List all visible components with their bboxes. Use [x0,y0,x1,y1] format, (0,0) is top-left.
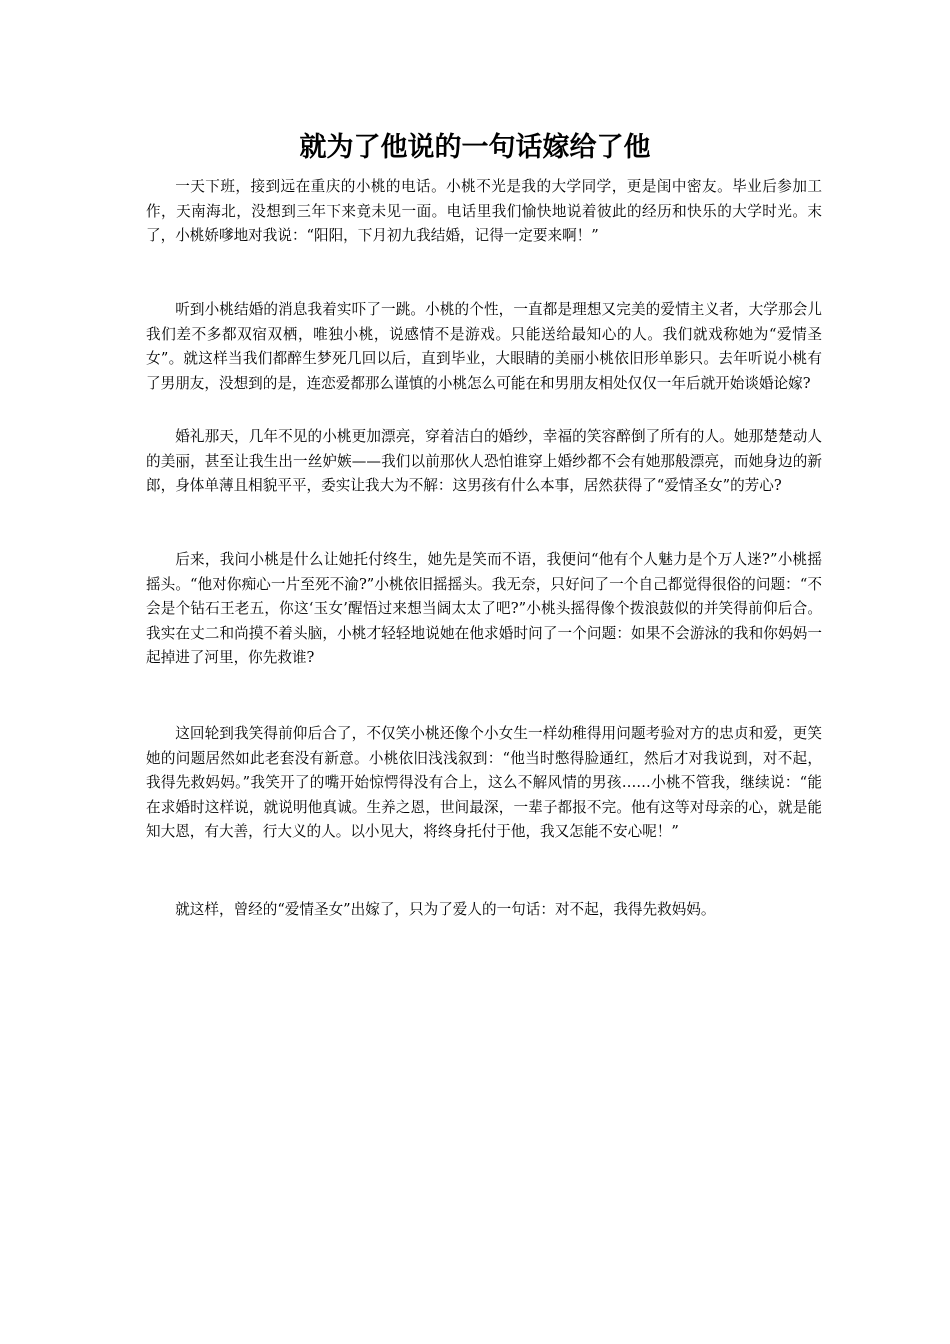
paragraph-5: 这回轮到我笑得前仰后合了，不仅笑小桃还像个小女生一样幼稚得用问题考验对方的忠贞和爱，更笑她的问题居然如此老套没有新意。小桃依旧浅浅叙到：“他当时憋得脸通红，然后才对我说到，对不起，我得先救妈妈。”我笑开了的嘴开始惊愕得没有合上，这么不解风情的男孩……小桃不管我，继续说：“能在求婚时这样说，就说明他真诚。生养之恩，世间最深，一辈子都报不完。他有这等对母亲的心，就是能知大恩，有大善，行大义的人。以小见大，将终身托付于他，我又怎能不安心呢！” [146,725,822,841]
paragraph-6: 就这样，曾经的“爱情圣女”出嫁了，只为了爱人的一句话：对不起，我得先救妈妈。 [175,901,716,918]
paragraph-2: 听到小桃结婚的消息我着实吓了一跳。小桃的个性，一直都是理想又完美的爱情主义者，大学那会儿我们差不多都双宿双栖，唯独小桃，说感情不是游戏。只能送给最知心的人。我们就戏称她为“爱情圣女”。就这样当我们都醉生梦死几回以后，直到毕业，大眼睛的美丽小桃依旧形单影只。去年听说小桃有了男朋友，没想到的是，连恋爱都那么谨慎的小桃怎么可能在和男朋友相处仅仅一年后就开始谈婚论嫁? [146,301,822,392]
paragraph-4: 后来，我问小桃是什么让她托付终生，她先是笑而不语，我便问“他有个人魅力是个万人迷?”小桃摇摇头。“他对你痴心一片至死不渝?”小桃依旧摇摇头。我无奈，只好问了一个自己都觉得很俗的问题：“不会是个钻石王老五，你这‘玉女’醒悟过来想当阔太太了吧?”小桃头摇得像个拨浪鼓似的并笑得前仰后合。我实在丈二和尚摸不着头脑，小桃才轻轻地说她在他求婚时问了一个问题：如果不会游泳的我和你妈妈一起掉进了河里，你先救谁? [146,551,822,667]
paragraph-1: 一天下班，接到远在重庆的小桃的电话。小桃不光是我的大学同学，更是闺中密友。毕业后参加工作，天南海北，没想到三年下来竟未见一面。电话里我们愉快地说着彼此的经历和快乐的大学时光。末了，小桃娇嗲地对我说：“阳阳，下月初九我结婚，记得一定要来啊！” [146,178,822,245]
document-title: 就为了他说的一句话嫁给了他 [299,132,651,163]
paragraph-3: 婚礼那天，几年不见的小桃更加漂亮，穿着洁白的婚纱，幸福的笑容醉倒了所有的人。她那楚楚动人的美丽，甚至让我生出一丝妒嫉——我们以前那伙人恐怕谁穿上婚纱都不会有她那般漂亮，而她身边的新郎，身体单薄且相貌平平，委实让我大为不解：这男孩有什么本事，居然获得了“爱情圣女”的芳心? [146,428,822,495]
